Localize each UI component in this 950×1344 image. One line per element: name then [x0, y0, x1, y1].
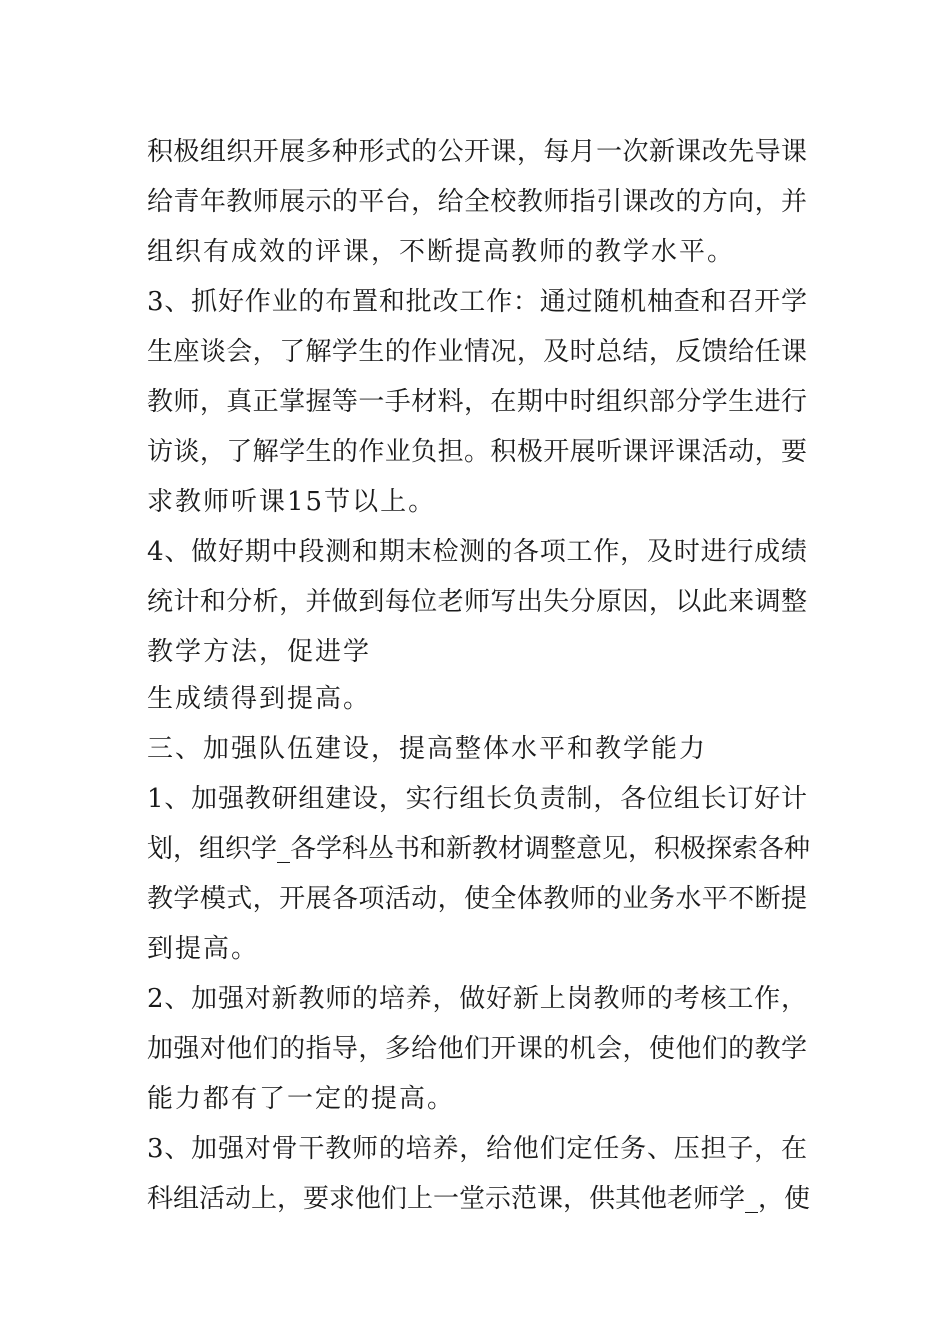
section-heading: 三、加强队伍建设，提高整体水平和教学能力 — [147, 734, 708, 764]
text-line: 科组活动上，要求他们上一堂示范课，供其他老师学_，使 — [147, 1184, 811, 1214]
text-line: 4、做好期中段测和期末检测的各项工作，及时进行成绩 — [147, 537, 807, 567]
text-line: 能力都有了一定的提高。 — [147, 1084, 456, 1114]
text-line: 求教师听课15节以上。 — [147, 487, 437, 517]
text-line: 生成绩得到提高。 — [147, 684, 372, 714]
text-line: 2、加强对新教师的培养，做好新上岗教师的考核工作， — [147, 984, 807, 1014]
text-line: 加强对他们的指导，多给他们开课的机会，使他们的教学 — [147, 1034, 807, 1064]
text-line: 3、抓好作业的布置和批改工作：通过随机柚查和召开学 — [147, 287, 807, 317]
text-line: 访谈，了解学生的作业负担。积极开展听课评课活动，要 — [147, 437, 807, 467]
text-line: 3、加强对骨干教师的培养，给他们定任务、压担子，在 — [147, 1134, 807, 1164]
text-line: 组织有成效的评课，不断提高教师的教学水平。 — [147, 237, 736, 267]
text-line: 教学方法，促进学 — [147, 637, 372, 667]
text-line: 生座谈会，了解学生的作业情况，及时总结，反馈给任课 — [147, 337, 807, 367]
text-line: 教学模式，开展各项活动，使全体教师的业务水平不断提 — [147, 884, 807, 914]
text-line: 到提高。 — [147, 934, 260, 964]
text-line: 划，组织学_各学科丛书和新教材调整意见，积极探索各种 — [147, 834, 811, 864]
text-line: 积极组织开展多种形式的公开课，每月一次新课改先导课 — [147, 137, 807, 167]
text-line: 教师，真正掌握等一手材料，在期中时组织部分学生进行 — [147, 387, 807, 417]
text-line: 统计和分析，并做到每位老师写出失分原因，以此来调整 — [147, 587, 807, 617]
text-line: 1、加强教研组建设，实行组长负责制，各位组长订好计 — [147, 784, 807, 814]
text-line: 给青年教师展示的平台，给全校教师指引课改的方向，并 — [147, 187, 807, 217]
